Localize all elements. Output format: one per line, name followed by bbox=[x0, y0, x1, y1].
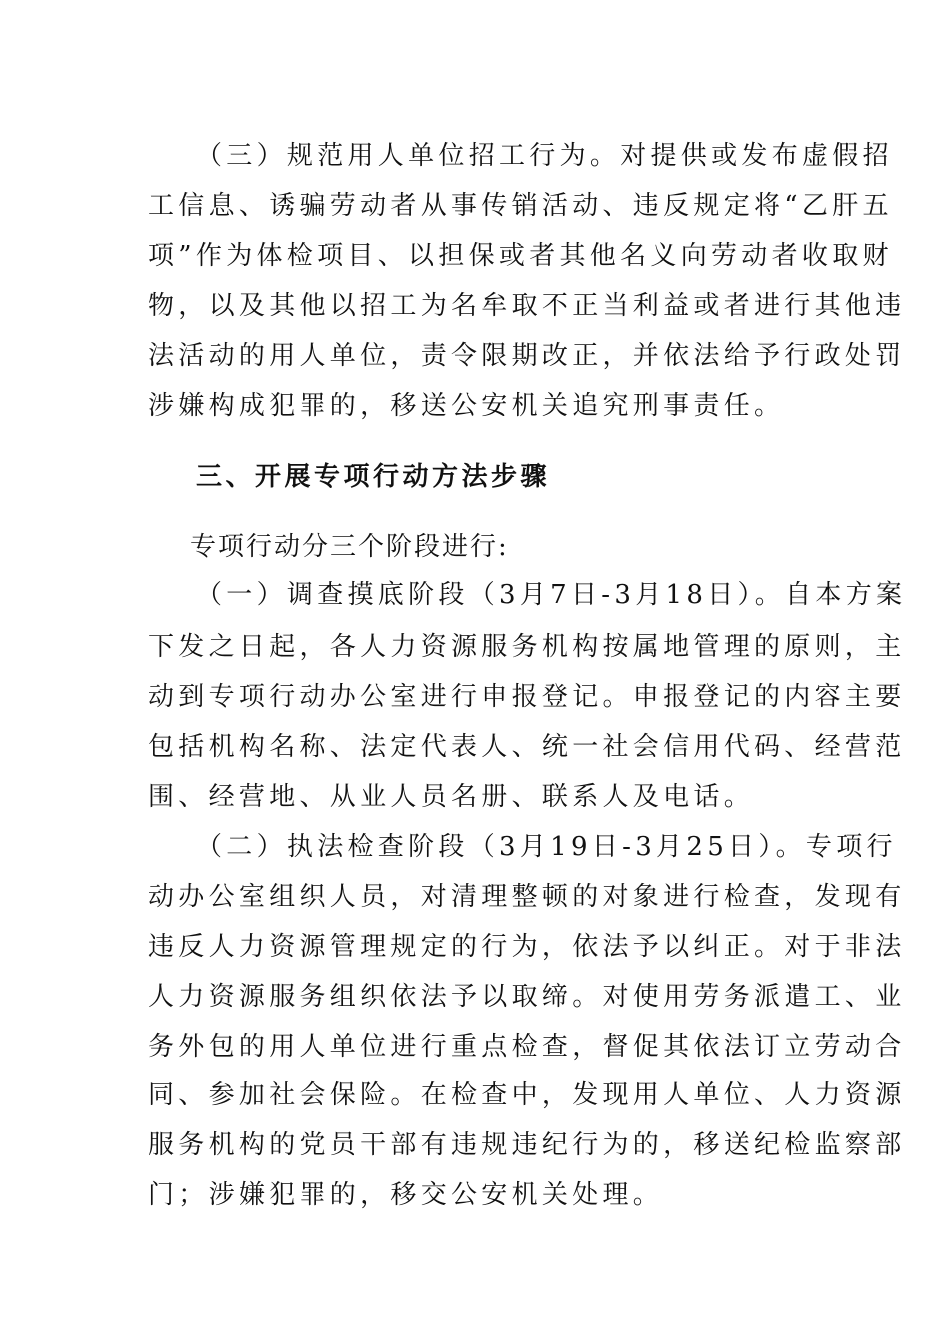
text-line: （三）规范用人单位招工行为。对提供或发布虚假招 bbox=[196, 141, 893, 171]
text-line: 人力资源服务组织依法予以取缔。对使用劳务派遣工、业 bbox=[148, 982, 906, 1012]
text-line: 包括机构名称、法定代表人、统一社会信用代码、经营范 bbox=[148, 732, 906, 762]
text-line: 物，以及其他以招工为名牟取不正当利益或者进行其他违 bbox=[148, 291, 906, 321]
text-line: 动办公室组织人员，对清理整顿的对象进行检查，发现有 bbox=[148, 882, 906, 912]
text-line: （一）调查摸底阶段（3月7日-3月18日）。自本方案 bbox=[196, 580, 907, 610]
text-line: 下发之日起，各人力资源服务机构按属地管理的原则，主 bbox=[148, 632, 906, 662]
text-line: （二）执法检查阶段（3月19日-3月25日）。专项行 bbox=[196, 832, 897, 862]
text-line: 法活动的用人单位，责令限期改正，并依法给予行政处罚 bbox=[148, 341, 906, 371]
text-line: 动到专项行动办公室进行申报登记。申报登记的内容主要 bbox=[148, 682, 906, 712]
text-line: 项”作为体检项目、以担保或者其他名义向劳动者收取财 bbox=[148, 241, 893, 271]
text-line: 同、参加社会保险。在检查中，发现用人单位、人力资源 bbox=[148, 1080, 906, 1110]
intro-line: 专项行动分三个阶段进行: bbox=[190, 532, 509, 562]
text-line: 涉嫌构成犯罪的，移送公安机关追究刑事责任。 bbox=[148, 391, 785, 421]
text-line: 门；涉嫌犯罪的，移交公安机关处理。 bbox=[148, 1180, 664, 1210]
section-heading: 三、开展专项行动方法步骤 bbox=[196, 462, 551, 492]
text-line: 工信息、诱骗劳动者从事传销活动、违反规定将“乙肝五 bbox=[148, 191, 893, 221]
text-line: 服务机构的党员干部有违规违纪行为的，移送纪检监察部 bbox=[148, 1130, 906, 1160]
text-line: 违反人力资源管理规定的行为，依法予以纠正。对于非法 bbox=[148, 932, 906, 962]
text-line: 围、经营地、从业人员名册、联系人及电话。 bbox=[148, 782, 755, 812]
text-line: 务外包的用人单位进行重点检查，督促其依法订立劳动合 bbox=[148, 1032, 906, 1062]
